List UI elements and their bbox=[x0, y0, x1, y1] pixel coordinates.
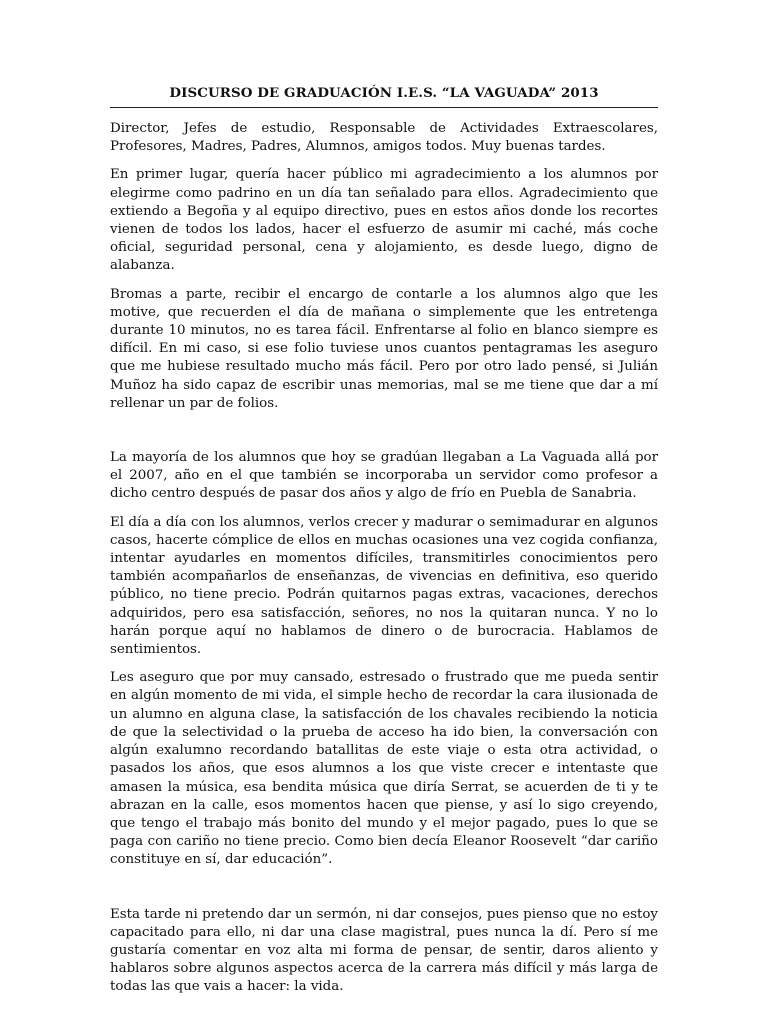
document-page bbox=[110, 84, 658, 1007]
paragraph-jokes: Bromas a parte, recibir el encargo de contarle a los alumnos algo que les motive, que recuerden el día de mañana o simplemente que les entretenga durante 10 minutos, no es tarea fácil. Enfrentarse al folio en blanco siempre es difícil. En mi caso, si ese folio tuviese unos cuantos pentagramas les aseguro que me hubiese resultado mucho más fácil. Pero por otro lado pensé, si Julián Muñoz ha sido capaz de escribir unas memorias, mal se me tiene que dar a mí rellenar un par de folios. bbox=[110, 286, 658, 411]
paragraph-daily: El día a día con los alumnos, verlos crecer y madurar o semimadurar en algunos casos, hacerte cómplice de ellos en muchas ocasiones una vez cogida confianza, intentar ayudarles en momentos difíciles, transmitirles conocimientos pero también acompañarlos de enseñanzas, de vivencias en definitiva, eso querido público, no tiene precio. Podrán quitarnos pagas extras, vacaciones, derechos adquiridos, pero esa satisfacción, señores, no nos la quitaran nunca. Y no lo harán porque aquí no hablamos de dinero o de burocracia. Hablamos de sentimientos. bbox=[110, 514, 658, 658]
document-title: DISCURSO DE GRADUACIÓN I.E.S. “LA VAGUADA” 2013 bbox=[169, 85, 599, 101]
title-underline bbox=[110, 107, 658, 108]
paragraph-assurance: Les aseguro que por muy cansado, estresado o frustrado que me pueda sentir en algún momento de mi vida, el simple hecho de recordar la cara ilusionada de un alumno en alguna clase, la satisfacción de los chavales recibiendo la noticia de que la selectividad o la prueba de acceso ha ido bien, la conversación con algún exalumno recordando batallitas de este viaje o esta otra actividad, o pasados los años, que esos alumnos a los que viste crecer e intentaste que amasen la música, esa bendita música que diría Serrat, se acuerden de ti y te abrazan en la calle, esos momentos hacen que piense, y así lo sigo creyendo, que tengo el trabajo más bonito del mundo y el mejor pagado, pues lo que se paga con cariño no tiene precio. Como bien decía Eleanor Roosevelt “dar cariño constituye en sí, dar educación”. bbox=[110, 670, 658, 868]
paragraph-thanks: En primer lugar, quería hacer público mi agradecimiento a los alumnos por elegirme como padrino en un día tan señalado para ellos. Agradecimiento que extiendo a Begoña y al equipo directivo, pues en estos años donde los recortes vienen de todos los lados, hacer el esfuerzo de asumir mi caché, más coche oficial, seguridad personal, cena y alojamiento, es desde luego, digno de alabanza. bbox=[110, 167, 658, 274]
paragraph-greeting: Director, Jefes de estudio, Responsable de Actividades Extraescolares, Profesores, Madres, Padres, Alumnos, amigos todos. Muy buenas tardes. bbox=[110, 121, 658, 155]
paragraph-intent: Esta tarde ni pretendo dar un sermón, ni dar consejos, pues pienso que no estoy capacitado para ello, ni dar una clase magistral, pues nunca la dí. Pero sí me gustaría comentar en voz alta mi forma de pensar, de sentir, daros aliento y hablaros sobre algunos aspectos acerca de la carrera más difícil y más larga de todas las que vais a hacer: la vida. bbox=[110, 906, 658, 995]
paragraph-arrival: La mayoría de los alumnos que hoy se gradúan llegaban a La Vaguada allá por el 2007, año en el que también se incorporaba un servidor como profesor a dicho centro después de pasar dos años y algo de frío en Puebla de Sanabria. bbox=[110, 450, 658, 502]
